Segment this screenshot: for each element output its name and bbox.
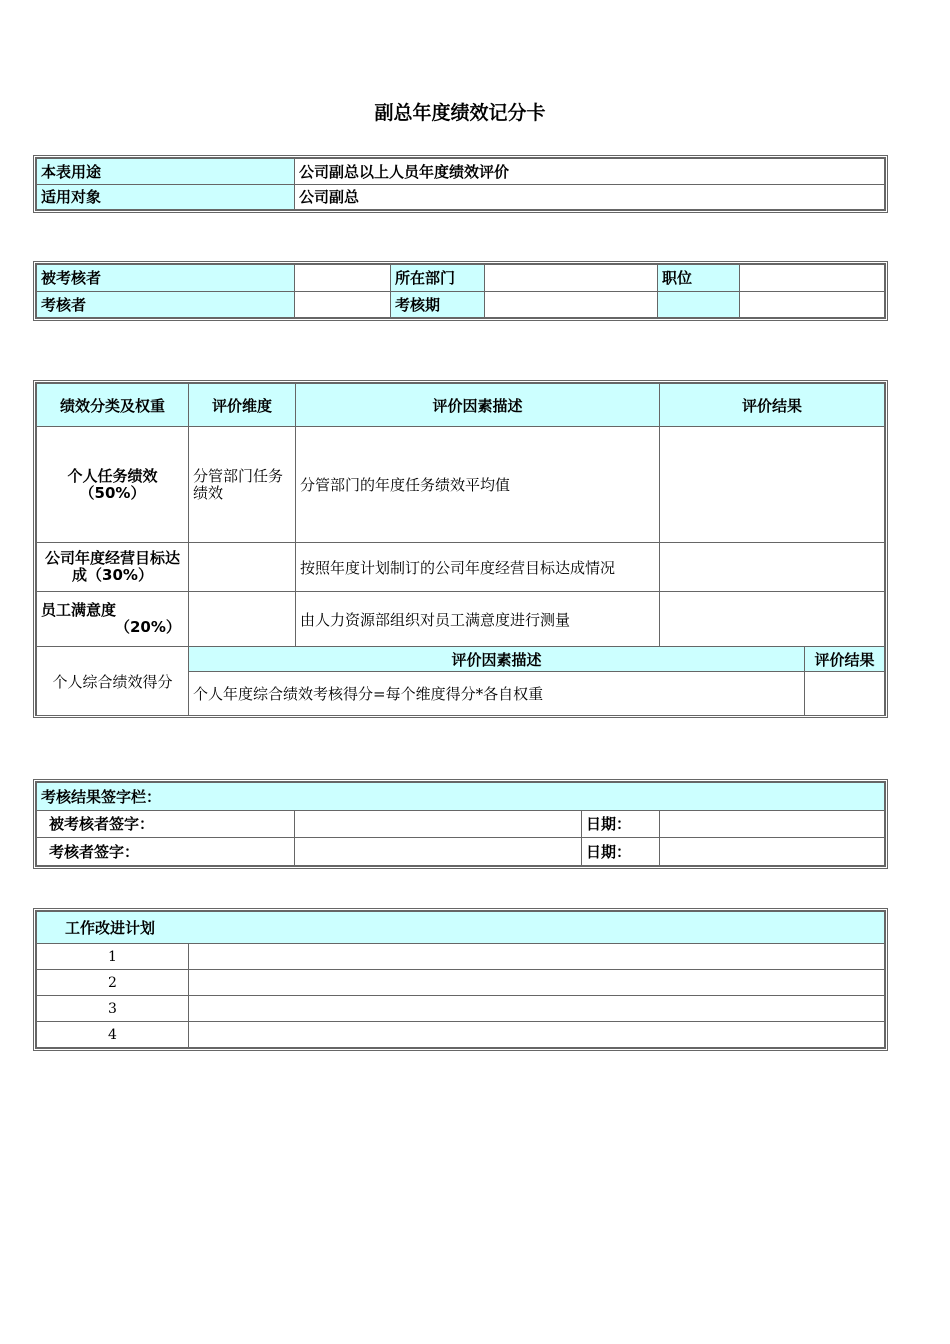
blank-value (740, 291, 885, 318)
row-dimension: 分管部门任务绩效 (189, 427, 296, 543)
appraisee-sign-label: 被考核者签字： (37, 810, 295, 838)
row-description: 分管部门的年度任务绩效平均值 (296, 427, 660, 543)
period-label: 考核期 (391, 291, 485, 318)
overall-result-header: 评价结果 (805, 647, 885, 672)
plan-table (33, 908, 888, 1051)
appraisee-value[interactable] (295, 265, 391, 292)
plan-header: 工作改进计划 (37, 912, 885, 944)
header-category: 绩效分类及权重 (37, 384, 189, 427)
category-weight: （50%） (79, 483, 146, 502)
category-weight: （20%） (115, 618, 181, 636)
appraiser-label: 考核者 (37, 291, 295, 318)
plan-row-content[interactable] (189, 970, 885, 996)
date-label: 日期： (582, 838, 660, 866)
header-result: 评价结果 (660, 384, 885, 427)
overall-result[interactable] (805, 672, 885, 716)
target-value: 公司副总 (295, 184, 885, 210)
row-result[interactable] (660, 427, 885, 543)
plan-row-number: 2 (37, 970, 189, 996)
overall-desc: 个人年度综合绩效考核得分=每个维度得分*各自权重 (189, 672, 805, 716)
eval-table (33, 380, 888, 718)
header-dimension: 评价维度 (189, 384, 296, 427)
plan-row-number: 3 (37, 996, 189, 1022)
appraiser-value[interactable] (295, 291, 391, 318)
plan-row-content[interactable] (189, 996, 885, 1022)
purpose-label: 本表用途 (37, 159, 295, 185)
date-label: 日期： (582, 810, 660, 838)
sign-header: 考核结果签字栏： (37, 783, 885, 811)
info-table (33, 155, 888, 213)
overall-label: 个人综合绩效得分 (37, 647, 189, 716)
row-dimension (189, 543, 296, 592)
row-description: 由人力资源部组织对员工满意度进行测量 (296, 592, 660, 647)
position-value[interactable] (740, 265, 885, 292)
row-category (37, 592, 189, 647)
appraiser-sign-label: 考核者签字： (37, 838, 295, 866)
plan-row-number: 4 (37, 1022, 189, 1048)
row-dimension (189, 592, 296, 647)
page-title: 副总年度绩效记分卡 (374, 102, 546, 124)
category-text: 员工满意度 (41, 601, 117, 619)
row-result[interactable] (660, 592, 885, 647)
appraiser-sign-field[interactable] (295, 838, 582, 866)
target-label: 适用对象 (37, 184, 295, 210)
appraisee-sign-field[interactable] (295, 810, 582, 838)
people-table (33, 261, 888, 321)
plan-row-content[interactable] (189, 1022, 885, 1048)
position-label: 职位 (658, 265, 740, 292)
category-text: 个人任务绩效 (67, 466, 158, 485)
appraisee-label: 被考核者 (37, 265, 295, 292)
row-category (37, 427, 189, 543)
date-field[interactable] (660, 838, 885, 866)
dept-value[interactable] (485, 265, 658, 292)
row-result[interactable] (660, 543, 885, 592)
purpose-value: 公司副总以上人员年度绩效评价 (295, 159, 885, 185)
sign-table (33, 779, 888, 869)
plan-row-number: 1 (37, 944, 189, 970)
header-description: 评价因素描述 (296, 384, 660, 427)
row-description: 按照年度计划制订的公司年度经营目标达成情况 (296, 543, 660, 592)
overall-desc-header: 评价因素描述 (189, 647, 805, 672)
row-category: 公司年度经营目标达成（30%） (37, 543, 189, 592)
period-value[interactable] (485, 291, 658, 318)
date-field[interactable] (660, 810, 885, 838)
blank-cell (658, 291, 740, 318)
dept-label: 所在部门 (391, 265, 485, 292)
plan-row-content[interactable] (189, 944, 885, 970)
